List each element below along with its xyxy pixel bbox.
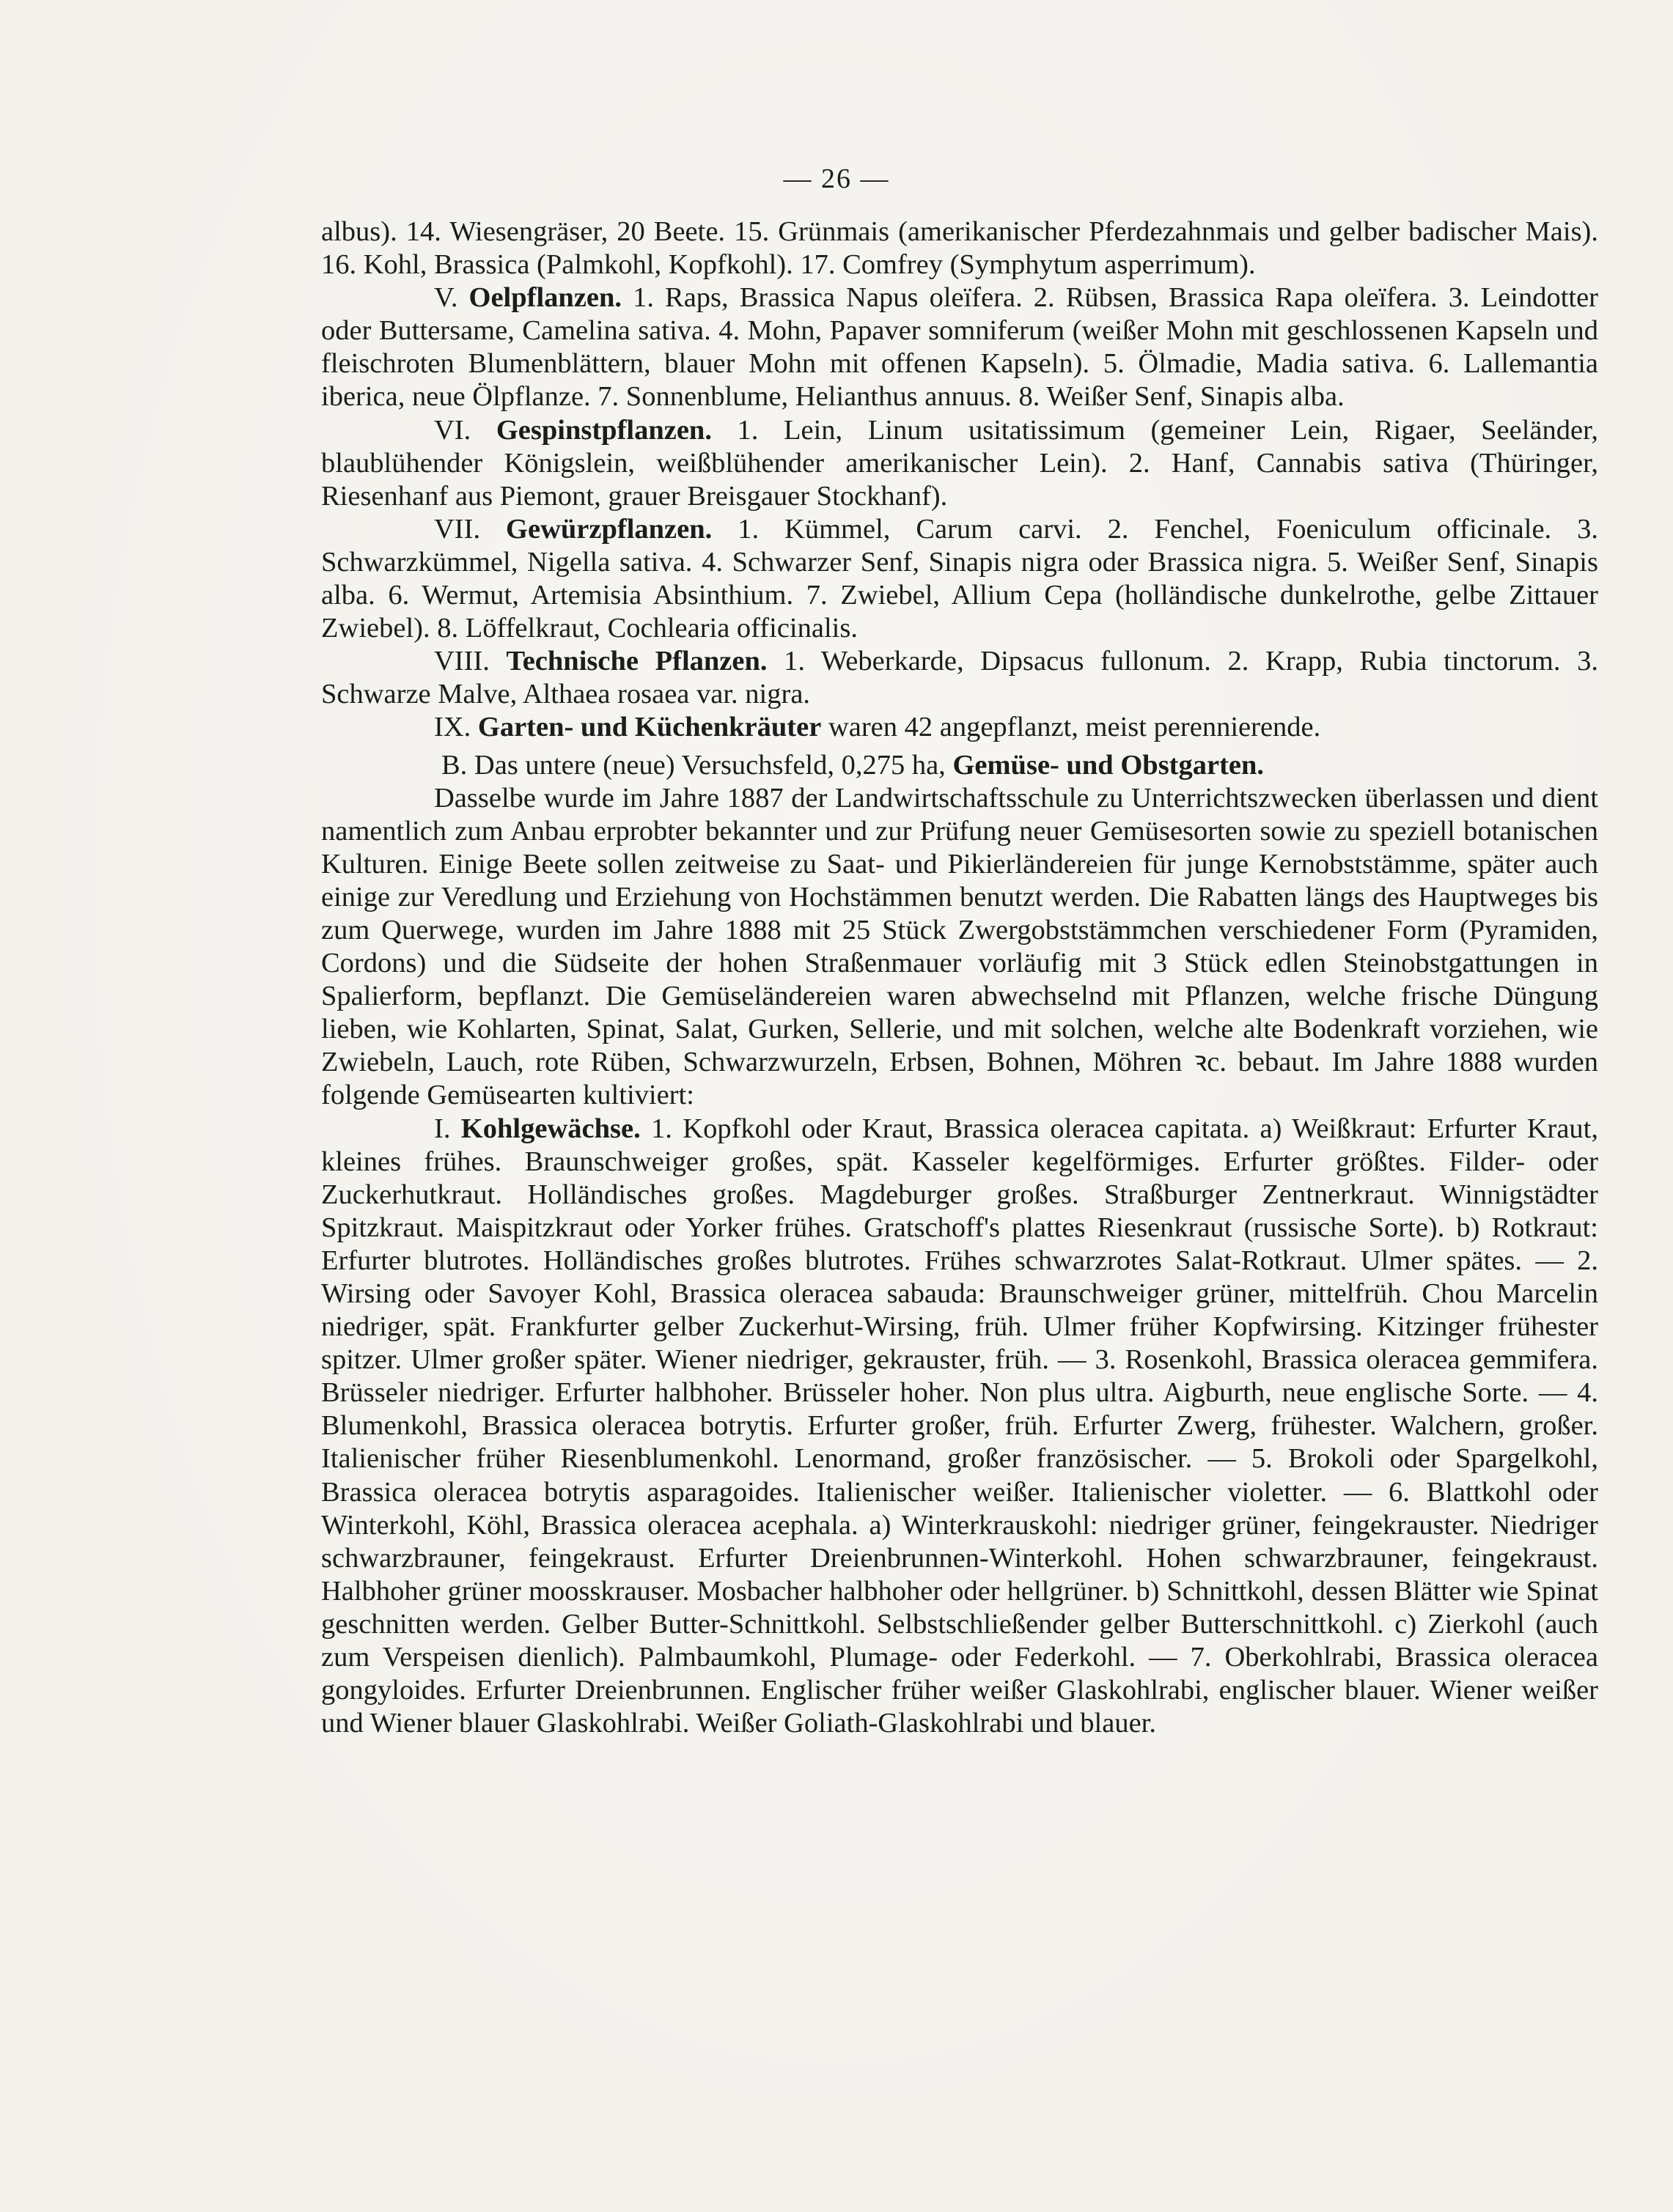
body-text <box>321 215 1598 1740</box>
section-viii-technische-pflanzen <box>321 645 1598 711</box>
section-heading: Gewürzpflanzen. <box>506 513 713 545</box>
section-number: I. <box>434 1113 461 1144</box>
section-text: 1. Raps, Brassica Napus oleïfera. 2. Rübsen, Brassica Rapa oleïfera. 3. Leindotter oder Buttersame, Camelina sativa. 4. Mohn, Papaver somniferum (weißer Mohn mit geschlossenen Kapseln und fleischroten Blumenblättern, blauer Mohn mit offenen Kapseln). 5. Ölmadie, Madia sativa. 6. Lallemantia iberica, neue Ölpflanze. 7. Sonnenblume, Helianthus annuus. 8. Weißer Senf, Sinapis alba. <box>321 282 1598 413</box>
section-text: waren 42 angepflanzt, meist perennierende. <box>821 712 1321 743</box>
paragraph-text: Dasselbe wurde im Jahre 1887 der Landwirtschaftsschule zu Unterrichtszwecken überlassen und dient namentlich zum Anbau erprobter bekannter und zur Prüfung neuer Gemüsesorten sowie zu speziell botanischen Kulturen. Einige Beete sollen zeitweise zu Saat- und Pikierländereien für junge Kernobststämme, später auch einige zur Veredlung und Erziehung von Hochstämmen benutzt werden. Die Rabatten längs des Hauptweges bis zum Querwege, wurden im Jahre 1888 mit 25 Stück Zwergobststämmchen verschiedener Form (Pyramiden, Cordons) und die Südseite der hohen Straßenmauer vorläufig mit 3 Stück edlen Steinobstgattungen in Spalierform, bepflanzt. Die Gemüseländereien waren abwechselnd mit Pflanzen, welche frische Düngung lieben, wie Kohlarten, Spinat, Salat, Gurken, Sellerie, und mit solchen, welche alte Bodenkraft vorziehen, wie Zwiebeln, Lauch, rote Rüben, Schwarzwurzeln, Erbsen, Bohnen, Möhren ꝛc. bebaut. Im Jahre 1888 wurden folgende Gemüsearten kultiviert: <box>321 782 1598 1111</box>
section-text: 1. Weberkarde, Dipsacus fullonum. 2. Krapp, Rubia tinctorum. 3. Schwarze Malve, Althaea rosaea var. nigra. <box>321 646 1598 710</box>
section-number: IX. <box>434 712 478 743</box>
section-v-oelpflanzen <box>321 281 1598 413</box>
section-heading: Garten- und Küchenkräuter <box>477 712 822 743</box>
paragraph-continuation <box>321 215 1598 281</box>
section-text: 1. Lein, Linum usitatissimum (gemeiner Lein, Rigaer, Seeländer, blaublühender Königslein, weißblühender amerikanischer Lein). 2. Hanf, Cannabis sativa (Thüringer, Riesenhanf aus Piemont, grauer Breisgauer Stockhanf). <box>321 414 1599 512</box>
page-number: — 26 — <box>783 163 890 194</box>
section-vii-gewuerzpflanzen <box>321 513 1598 645</box>
section-text: B. Das untere (neue) Versuchsfeld, 0,275 ha, <box>441 749 953 781</box>
section-number: VI. <box>434 414 496 446</box>
section-i-kohlgewaechse <box>321 1113 1598 1741</box>
section-heading: Gespinstpflanzen. <box>496 414 712 446</box>
section-number: VII. <box>434 513 507 545</box>
section-number: V. <box>434 282 469 314</box>
section-heading: Gemüse- und Obstgarten. <box>952 749 1265 781</box>
section-vi-gespinstpflanzen <box>321 414 1598 513</box>
section-number: VIII. <box>434 646 507 677</box>
section-heading: Oelpflanzen. <box>468 282 622 314</box>
section-text: 1. Kopfkohl oder Kraut, Brassica oleracea capitata. a) Weißkraut: Erfurter Kraut, kleines frühes. Braunschweiger großes, spät. Kasseler kegelförmiges. Erfurter größtes. Filder- oder Zuckerhutkraut. Holländisches großes. Magdeburger großes. Straßburger Zentnerkraut. Winnigstädter Spitzkraut. Maispitzkraut oder Yorker frühes. Gratschoff's plattes Riesenkraut (russische Sorte). b) Rotkraut: Erfurter blutrotes. Holländisches großes blutrotes. Frühes schwarzrotes Salat-Rotkraut. Ulmer spätes. — 2. Wirsing oder Savoyer Kohl, Brassica oleracea sabauda: Braunschweiger grüner, mittelfrüh. Chou Marcelin niedriger, spät. Frankfurter gelber Zuckerhut-Wirsing, früh. Ulmer früher Kopfwirsing. Kitzinger frühester spitzer. Ulmer großer später. Wiener niedriger, gekrauster, früh. — 3. Rosenkohl, Brassica oleracea gemmifera. Brüsseler niedriger. Erfurter halbhoher. Brüsseler hoher. Non plus ultra. Aigburth, neue englische Sorte. — 4. Blumenkohl, Brassica oleracea botrytis. Erfurter großer, früh. Erfurter Zwerg, frühester. Walchern, großer. Italienischer früher Riesenblumenkohl. Lenormand, großer französischer. — 5. Brokoli oder Spargelkohl, Brassica oleracea botrytis asparagoides. Italienischer weißer. Italienischer violetter. — 6. Blattkohl oder Winterkohl, Köhl, Brassica oleracea acephala. a) Winterkrauskohl: niedriger grüner, feingekrauster. Niedriger schwarzbrauner, feingekraust. Erfurter Dreienbrunnen-Winterkohl. Hohen schwarzbrauner, feingekraust. Halbhoher grüner moosskrauser. Mosbacher halbhoher oder hellgrüner. b) Schnittkohl, dessen Blätter wie Spinat geschnitten werden. Gelber Butter-Schnittkohl. Selbstschließender gelber Butterschnittkohl. c) Zierkohl (auch zum Verspeisen dienlich). Palmbaumkohl, Plumage- oder Federkohl. — 7. Oberkohlrabi, Brassica oleracea gongyloides. Erfurter Dreienbrunnen. Englischer früher weißer Glaskohlrabi, englischer blauer. Wiener weißer und Wiener blauer Glaskohlrabi. Weißer Goliath-Glaskohlrabi und blauer. <box>321 1113 1598 1739</box>
section-heading: Kohlgewächse. <box>460 1113 641 1144</box>
section-text: 1. Kümmel, Carum carvi. 2. Fenchel, Foeniculum officinale. 3. Schwarzkümmel, Nigella sativa. 4. Schwarzer Senf, Sinapis nigra oder Brassica nigra. 5. Weißer Senf, Sinapis alba. 6. Wermut, Artemisia Absinthium. 7. Zwiebel, Allium Cepa (holländische dunkelrothe, gelbe Zittauer Zwiebel). 8. Löffelkraut, Cochlearia officinalis. <box>321 513 1599 644</box>
paragraph-text: albus). 14. Wiesengräser, 20 Beete. 15. Grünmais (amerikanischer Pferdezahnmais und gelber badischer Mais). 16. Kohl, Brassica (Palmkohl, Kopfkohl). 17. Comfrey (Symphytum asperrimum). <box>321 216 1598 281</box>
section-ix-gartenkraeuter <box>321 711 1598 744</box>
section-b-versuchsfeld <box>321 749 1598 782</box>
paragraph-versuchsfeld-description <box>321 782 1598 1113</box>
section-heading: Technische Pflanzen. <box>506 646 768 677</box>
